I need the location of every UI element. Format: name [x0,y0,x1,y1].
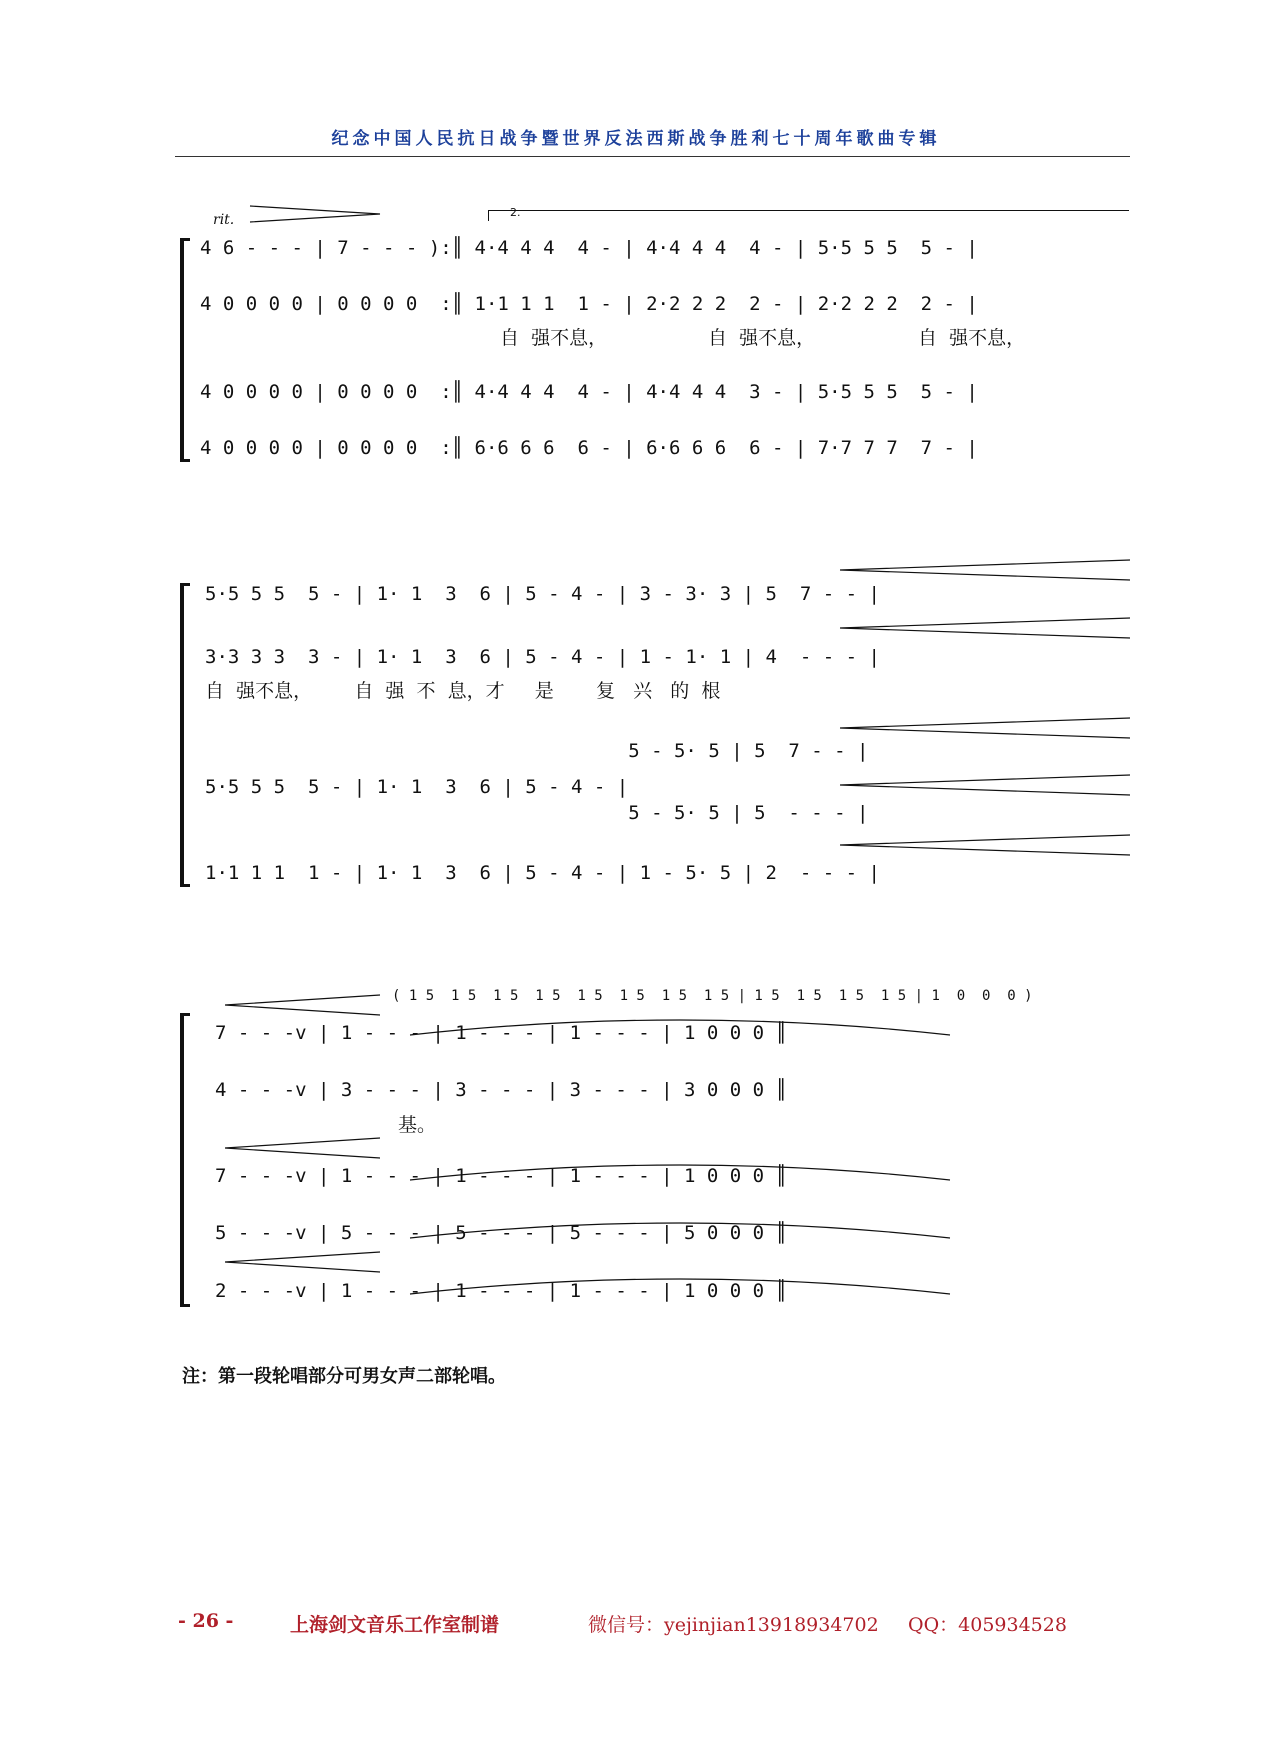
tie-slur [410,1223,950,1238]
lyric-line: 基。 [398,1114,437,1136]
tie-slur [410,1279,950,1294]
staff-alto: 4 0 0 0 0 | 0 0 0 0 :║ 1·1 1 1 1 - | 2·2 2 2 2 - | 2·2 2 2 2 - | [200,293,978,315]
staff-tenor: 5·5 5 5 5 - | 1· 1 3 6 | 5 - 4 - | [205,776,629,798]
staff-alto: 3·3 3 3 3 - | 1· 1 3 6 | 5 - 4 - | 1 - 1· 1 | 4 - - - | [205,646,880,668]
performance-note: 注：第一段轮唱部分可男女声二部轮唱。 [182,1366,506,1387]
staff-tenor: 4 0 0 0 0 | 0 0 0 0 :║ 4·4 4 4 4 - | 4·4 4 4 3 - | 5·5 5 5 5 - | [200,381,978,403]
staff-alto: 4 - - -v | 3 - - - | 3 - - - | 3 - - - | 3 0 0 0 ║ [215,1079,787,1101]
lyric-line: 自 强不息， [708,327,816,349]
lyric-line: 自 强不息， [500,327,608,349]
volta-number: 2. [510,206,521,219]
tie-slur [410,1165,950,1180]
staff-tenor-upper: 7 - - -v | 1 - - - | 1 - - - | 1 - - - | 1 0 0 0 ║ [215,1165,787,1187]
lyric-line: 自 强不息， [918,327,1026,349]
crescendo-hairpin [840,560,1130,580]
staff-tenor-lower: 5 - 5· 5 | 5 - - - | [205,802,869,824]
staff-bass: 2 - - -v | 1 - - - | 1 - - - | 1 - - - | 1 0 0 0 ║ [215,1280,787,1302]
staff-tenor-lower: 5 - - -v | 5 - - - | 5 - - - | 5 - - - | 5 0 0 0 ║ [215,1222,787,1244]
crescendo-hairpin [840,718,1130,738]
staff-bass: 1·1 1 1 1 - | 1· 1 3 6 | 5 - 4 - | 1 - 5· 5 | 2 - - - | [205,862,880,884]
crescendo-hairpin [840,618,1130,638]
crescendo-hairpin [840,775,1130,795]
crescendo-hairpin [225,1252,380,1272]
album-title: 纪念中国人民抗日战争暨世界反法西斯战争胜利七十周年歌曲专辑 [331,129,941,149]
staff-bass: 4 0 0 0 0 | 0 0 0 0 :║ 6·6 6 6 6 - | 6·6 6 6 6 - | 7·7 7 7 7 - | [200,437,978,459]
tie-slur [410,1020,950,1035]
wechat-contact: 微信号：yejinjian13918934702 [588,1614,879,1636]
staff-soprano: 5·5 5 5 5 - | 1· 1 3 6 | 5 - 4 - | 3 - 3· 3 | 5 7 - - | [205,583,880,605]
staff-soprano: 4 6 - - - | 7 - - - ):║ 4·4 4 4 4 - | 4·4 4 4 4 - | 5·5 5 5 5 - | [200,237,978,259]
decrescendo-hairpin [250,206,380,222]
staff-tenor-upper: 5 - 5· 5 | 5 7 - - | [205,740,869,762]
page-number: - 26 - [178,1610,234,1632]
studio-credit: 上海剑文音乐工作室制谱 [290,1614,500,1636]
staff-soprano: 7 - - -v | 1 - - - | 1 - - - | 1 - - - | 1 0 0 0 ║ [215,1022,787,1044]
qq-contact: QQ：405934528 [908,1614,1067,1636]
crescendo-hairpin [225,1138,380,1158]
accompaniment-line: ( 1 5 1 5 1 5 1 5 1 5 1 5 1 5 1 5 | 1 5 1 5 1 5 1 5 | 1 0 0 0 ) [392,988,1033,1004]
crescendo-hairpin [840,835,1130,855]
ritardando-mark: rit. [213,212,235,228]
crescendo-hairpin [225,995,380,1015]
lyric-line: 自 强不息， 自 强 不 息，才 是 复 兴 的 根 [205,680,721,702]
